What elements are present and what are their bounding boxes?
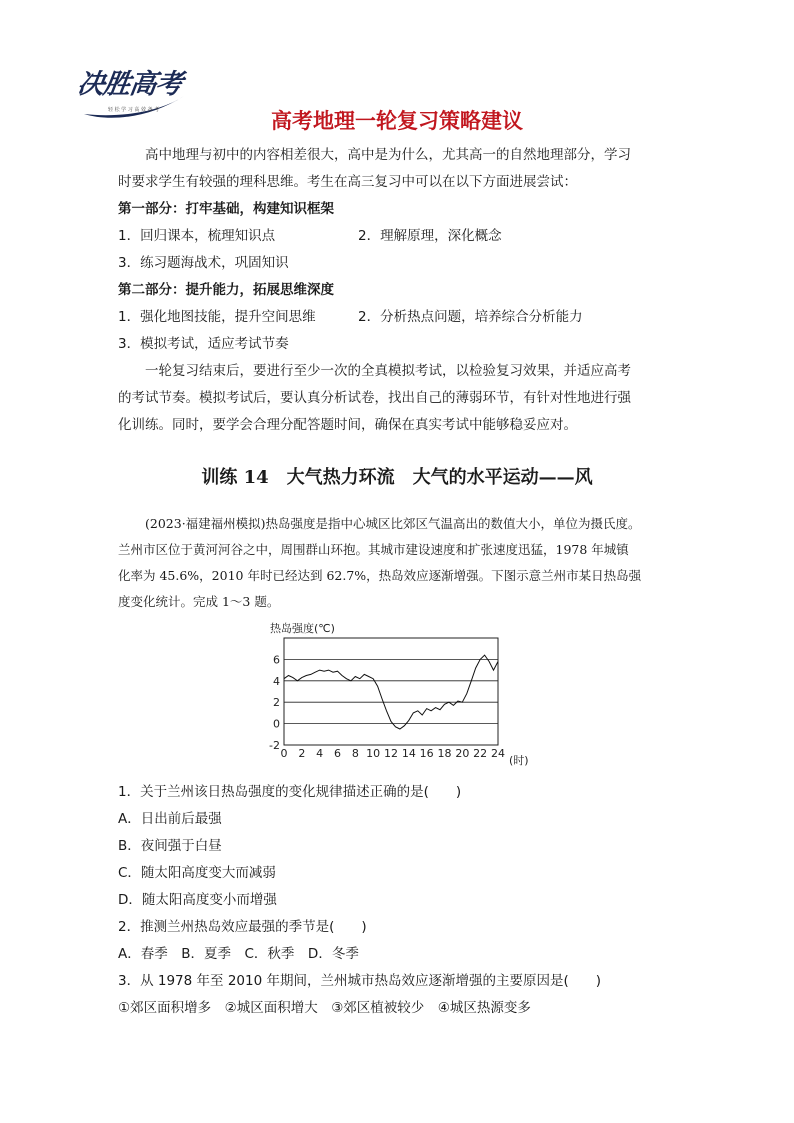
part1-heading: 第一部分：打牢基础，构建知识框架: [118, 201, 334, 217]
question-1-option-b: B．夜间强于白昼: [118, 838, 222, 854]
chart-x-tick-label: 10: [366, 747, 381, 760]
chart-x-tick-label: 2: [298, 747, 306, 760]
chart-x-tick-label: 6: [334, 747, 341, 760]
chart-x-tick-label: 14: [401, 747, 416, 760]
logo-subtitle: 轻 松 学 习 高 效 备 考: [108, 107, 160, 113]
chart-y-tick-label: -2: [269, 739, 280, 752]
intro-line-1: 高中地理与初中的内容相差很大，高中是为什么，尤其高一的自然地理部分，学习: [145, 147, 631, 163]
question-1: 1．关于兰州该日热岛强度的变化规律描述正确的是( ): [118, 784, 462, 800]
chart-y-axis-label: 热岛强度(℃): [270, 622, 335, 635]
chart-x-tick-label: 16: [419, 747, 434, 760]
part1-item-1: 1．回归课本，梳理知识点: [118, 228, 276, 244]
page-title: 高考地理一轮复习策略建议: [271, 109, 523, 133]
part2-item-3: 3．模拟考试，适应考试节奏: [118, 336, 289, 352]
closing-line-2: 的考试节奏。模拟考试后，要认真分析试卷，找出自己的薄弱环节，有针对性地进行强: [118, 390, 631, 406]
chart-x-tick-label: 4: [316, 747, 324, 760]
section-title: 训练 14 大气热力环流 大气的水平运动——风: [201, 467, 593, 488]
part2-item-2: 2．分析热点问题，培养综合分析能力: [358, 309, 583, 325]
chart-x-axis-unit: (时): [509, 754, 529, 767]
question-2: 2．推测兰州热岛效应最强的季节是( ): [118, 919, 367, 935]
chart-frame: [284, 638, 498, 745]
question-3: 3．从 1978 年至 2010 年期间，兰州城市热岛效应逐渐增强的主要原因是( ): [118, 973, 601, 989]
part1-item-3: 3．练习题海战术，巩固知识: [118, 255, 289, 271]
chart-y-tick-label: 0: [273, 717, 280, 731]
part1-item-2: 2．理解原理，深化概念: [358, 228, 502, 244]
question-1-option-d: D．随太阳高度变小而增强: [118, 892, 277, 908]
chart-x-tick-label: 8: [351, 747, 359, 760]
closing-line-1: 一轮复习结束后，要进行至少一次的全真模拟考试，以检验复习效果，并适应高考: [145, 363, 631, 379]
passage-line-2: 兰州市区位于黄河河谷之中，周围群山环抱。其城市建设速度和扩张速度迅猛，1978 年城镇: [118, 542, 629, 557]
chart-x-tick-label: 18: [437, 747, 452, 760]
passage-line-1: (2023·福建福州模拟)热岛强度是指中心城区比郊区气温高出的数值大小，单位为摄氏度。: [145, 516, 641, 531]
intro-line-2: 时要求学生有较强的理科思维。考生在高三复习中可以在以下方面进展尝试：: [118, 174, 577, 190]
passage-line-4: 度变化统计。完成 1～3 题。: [118, 594, 280, 609]
passage-line-3: 化率为 45.6%，2010 年时已经达到 62.7%，热岛效应逐渐增强。下图示意兰州市某日热岛强: [118, 568, 642, 583]
heat-island-chart: [262, 618, 542, 773]
logo-text: 决胜高考: [75, 69, 184, 100]
question-1-option-a: A．日出前后最强: [118, 811, 222, 827]
chart-x-tick-label: 22: [473, 747, 488, 760]
closing-line-3: 化训练。同时，要学会合理分配答题时间，确保在真实考试中能够稳妥应对。: [118, 417, 577, 433]
part2-item-1: 1．强化地图技能，提升空间思维: [118, 309, 316, 325]
question-2-options: A．春季 B．夏季 C．秋季 D．冬季: [118, 946, 359, 962]
chart-series-line: [284, 655, 498, 729]
chart-x-tick-label: 12: [384, 747, 398, 760]
question-3-options: ①郊区面积增多 ②城区面积增大 ③郊区植被较少 ④城区热源变多: [118, 1000, 531, 1016]
question-1-option-c: C．随太阳高度变大而减弱: [118, 865, 276, 881]
chart-y-tick-label: 2: [273, 696, 280, 710]
part2-heading: 第二部分：提升能力，拓展思维深度: [118, 282, 334, 298]
chart-y-tick-label: 6: [273, 653, 280, 667]
chart-x-tick-label: 24: [491, 747, 505, 760]
chart-y-tick-label: 4: [273, 674, 280, 688]
chart-x-tick-label: 0: [280, 747, 288, 760]
chart-x-tick-label: 20: [455, 747, 470, 760]
